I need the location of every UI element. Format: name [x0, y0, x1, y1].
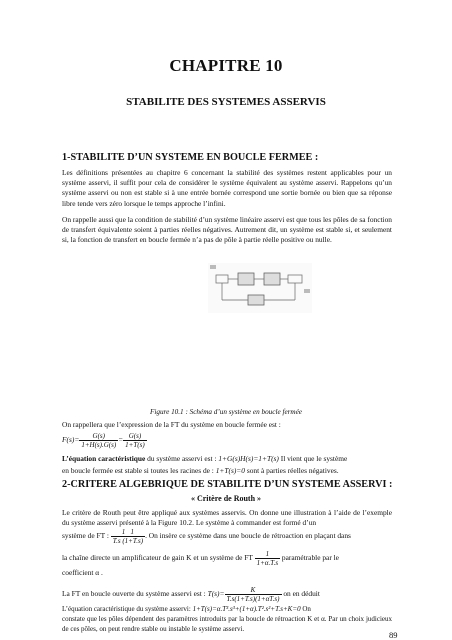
open-loop-ft-line	[62, 586, 320, 603]
coefficient-line: coefficient α .	[62, 568, 103, 577]
eqc-label: L’équation caractéristique	[62, 454, 146, 463]
eqc-line2-b: sont à parties réelles négatives.	[245, 466, 339, 475]
system-ft-text-b: . On insère ce système dans une boucle de rétroaction en plaçant dans	[145, 531, 351, 541]
section2-paragraph-2: constate que les pôles dépendent des paramètres introduits par la boucle de rétroaction K et α. Par un choix judicieux de ces pôles, on peut rendre stable ou instable le système asservi.	[62, 615, 392, 633]
eqc-formula: 1+G(s)H(s)=1+T(s)	[218, 454, 279, 463]
ft-den-1: 1+H(s).G(s)	[81, 441, 117, 449]
chain-line	[62, 550, 339, 567]
section1-paragraph-2: On rappelle aussi que la condition de stabilité d’un système linéaire asservi est que tous les pôles de sa fonction de transfert équivalente soient à parties réelles négatives. Autrement dit, un système est stable si, et seulement si, la fonction de transfert en boucle fermée n’a pas de pôle à partie réelle positive ou nulle.	[62, 215, 392, 245]
chain-num: 1	[255, 550, 281, 559]
ft-num-1: G(s)	[79, 432, 118, 441]
eqc2-text-a: L’équation caractéristique du système asservi:	[62, 605, 193, 613]
characteristic-equation-line-2	[62, 466, 339, 475]
closed-loop-block-diagram	[208, 263, 312, 313]
ft-intro: On rappellera que l’expression de la FT du système en boucle fermée est :	[62, 420, 281, 429]
eqc-text-1: du système asservi est :	[145, 454, 219, 463]
chain-text-b: paramétrable par le	[280, 553, 339, 563]
chapter-subtitle: STABILITE DES SYSTEMES ASSERVIS	[126, 96, 326, 108]
eqc-line2-a: en boucle fermée est stable si toutes les racines de :	[62, 466, 216, 475]
eqc-text-2: Il vient que le système	[278, 454, 348, 463]
open-ft-den: T.s(1+T.s)(1+αT.s)	[226, 595, 280, 603]
chain-text-a: la chaîne directe un amplificateur de gain K et un système de FT	[62, 553, 255, 563]
open-ft-text-a: La FT en boucle ouverte du système asservi est :	[62, 589, 208, 599]
figure-caption: Figure 10.1 : Schéma d’un système en boucle fermée	[149, 408, 303, 416]
ft-num-2: G(s)	[123, 432, 147, 441]
chain-fraction	[255, 550, 281, 567]
chapter-title: CHAPITRE 10	[169, 56, 283, 75]
open-ft-num: K	[225, 586, 282, 595]
ft-fraction-1	[79, 432, 118, 449]
eqc2-text-b: On	[300, 605, 311, 613]
page-number: 89	[389, 630, 398, 640]
section2-heading: 2-CRITERE ALGEBRIQUE DE STABILITE D’UN SYSTEME ASSERVI :	[62, 479, 393, 490]
routh-subheading: « Critère de Routh »	[190, 494, 262, 503]
eqc2-formula: 1+T(s)=α.T³.s³+(1+α).T².s²+T.s+K=0	[192, 605, 301, 613]
open-ft-text-b: on en déduit	[281, 589, 320, 599]
system-ft-text-a: système de FT :	[62, 531, 111, 541]
ft-lhs: F(s)=	[62, 435, 80, 445]
chain-den: 1+α.T.s	[256, 559, 279, 567]
section1-paragraph-1: Les définitions présentées au chapitre 6 concernant la stabilité des systèmes restent applicables pour un système asservi, il suffit pour cela de considérer le système équivalent au système asservi. Rappelons qu’un système asservi ou non est stable si à une entrée bornée correspond une sortie bornée ou bien que sa réponse libre tende vers zéro lorsque le temps approche l’infini.	[62, 168, 392, 208]
ft-fraction-2	[123, 432, 147, 449]
open-ft-fraction	[225, 586, 282, 603]
system-ft-den: T.s (1+T.s)	[112, 537, 144, 545]
system-ft-num: 1 1	[111, 528, 145, 537]
characteristic-equation-2	[62, 605, 311, 613]
section1-heading: 1-STABILITE D’UN SYSTEME EN BOUCLE FERMEE :	[62, 152, 319, 163]
ft-equals: =	[118, 435, 124, 445]
system-ft-fraction	[111, 528, 145, 545]
characteristic-equation-line-1	[62, 454, 347, 463]
eqc-line2-formula: 1+T(s)=0	[215, 466, 245, 475]
closed-loop-ft-formula	[62, 432, 147, 449]
open-ft-lhs: T(s)=	[207, 589, 225, 599]
system-ft-line	[62, 528, 351, 545]
ft-den-2: 1+T(s)	[125, 441, 145, 449]
section2-paragraph-1: Le critère de Routh peut être appliqué aux systèmes asservis. On donne une illustration à l’aide de l’exemple du système asservi présenté à la Figure 10.2. Le système à commander est formé d’un	[62, 508, 392, 528]
